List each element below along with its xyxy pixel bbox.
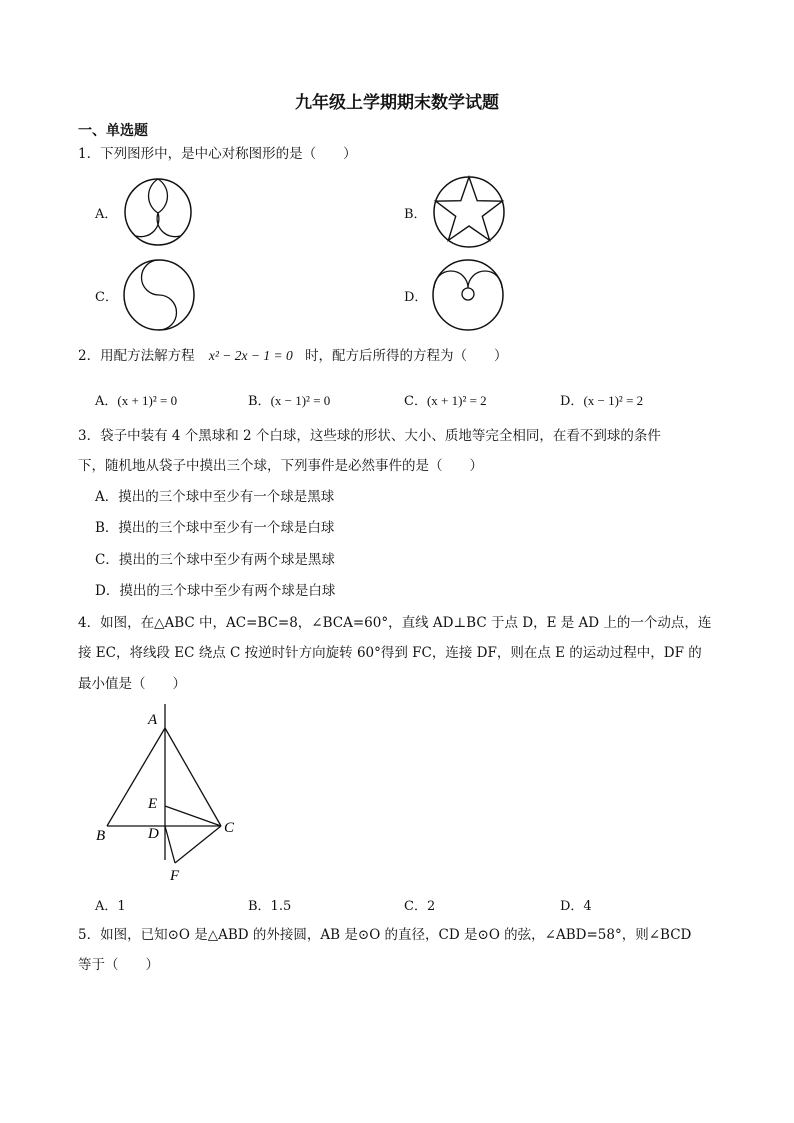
q1-figure-c-taiji-curve [122, 258, 196, 332]
q3-option-b: B．摸出的三个球中至少有一个球是白球 [95, 520, 335, 536]
question-3-line-1: 3．袋子中装有 4 个黑球和 2 个白球，这些球的形状、大小、质地等完全相同，在看不到球的条件 [78, 428, 661, 444]
q2-option-a-expr: (x + 1)² = 0 [117, 393, 178, 408]
q2-option-d [560, 390, 643, 409]
q2-option-a [95, 390, 177, 409]
q1-option-b-label: B． [404, 207, 427, 222]
q2-text-before: 2．用配方法解方程 [78, 348, 195, 364]
q2-text-after: 时，配方后所得的方程为（ ） [305, 348, 508, 364]
fig-label-b: B [96, 828, 106, 844]
q2-option-b [248, 390, 330, 409]
q2-option-c [404, 390, 487, 409]
section-heading: 一、单选题 [78, 123, 148, 139]
q4-option-d: D．4 [560, 899, 592, 914]
fig-label-d: D [148, 826, 159, 842]
q1-figure-b-star-in-circle [431, 174, 507, 250]
q4-option-b: B．1.5 [248, 899, 292, 914]
fig-label-e: E [148, 796, 158, 812]
q4-option-c: C．2 [404, 899, 436, 914]
q2-option-b-expr: (x − 1)² = 0 [270, 393, 331, 408]
question-4-line-3: 最小值是（ ） [78, 676, 186, 692]
fig-label-c: C [224, 820, 235, 836]
q1-figure-a-three-arcs [122, 176, 194, 248]
q2-option-c-label: C． [404, 394, 427, 409]
question-4-line-1: 4．如图，在△ABC 中，AC=BC=8，∠BCA=60°，直线 AD⊥BC 于点 D，E 是 AD 上的一个动点，连 [78, 615, 712, 631]
q3-option-d: D．摸出的三个球中至少有两个球是白球 [95, 583, 336, 599]
q4-option-a: A．1 [95, 899, 126, 914]
page-title: 九年级上学期期末数学试题 [295, 93, 499, 113]
question-1-text: 1．下列图形中，是中心对称图形的是（ ） [78, 146, 357, 162]
q1-option-d-label: D． [404, 290, 428, 305]
q2-option-a-label: A． [95, 394, 118, 409]
question-4-line-2: 接 EC，将线段 EC 绕点 C 按逆时针方向旋转 60°得到 FC，连接 DF，则在点 E 的运动过程中，DF 的 [78, 645, 702, 661]
question-3-line-2: 下，随机地从袋子中摸出三个球，下列事件是必然事件的是（ ） [78, 458, 483, 474]
q2-option-c-expr: (x + 1)² = 2 [426, 393, 487, 408]
q2-equation: x² − 2x − 1 = 0 [208, 348, 293, 363]
q3-option-c: C．摸出的三个球中至少有两个球是黑球 [95, 552, 335, 568]
q2-option-d-label: D． [560, 394, 584, 409]
q1-option-a-label: A． [95, 207, 118, 222]
q1-figure-d-arcs-small-circle [431, 258, 505, 332]
q3-option-a: A．摸出的三个球中至少有一个球是黑球 [95, 489, 335, 505]
q4-triangle-figure [90, 700, 250, 890]
q2-option-d-expr: (x − 1)² = 2 [583, 393, 644, 408]
question-5-line-1: 5．如图，已知⊙O 是△ABD 的外接圆，AB 是⊙O 的直径，CD 是⊙O 的弦，∠ABD=58°，则∠BCD [78, 927, 692, 943]
fig-label-f: F [170, 868, 180, 884]
q1-option-c-label: C． [95, 290, 118, 305]
q2-option-b-label: B． [248, 394, 271, 409]
fig-label-a: A [148, 712, 158, 728]
question-5-line-2: 等于（ ） [78, 957, 159, 973]
question-2-text [78, 346, 508, 366]
